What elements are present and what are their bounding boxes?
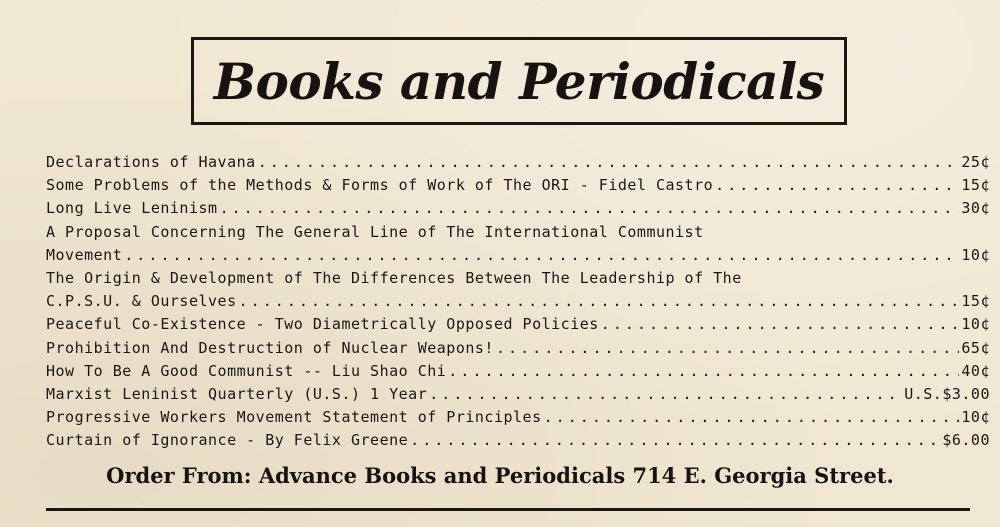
item-price: 25¢ xyxy=(961,153,990,171)
dot-leader xyxy=(448,360,959,383)
item-title: Progressive Workers Movement Statement of Principles xyxy=(46,408,542,427)
item-title: C.P.S.U. & Ourselves xyxy=(46,292,237,311)
list-item xyxy=(46,151,990,174)
list-item-line1 xyxy=(46,267,990,290)
dot-leader xyxy=(496,337,959,360)
dot-leader xyxy=(124,244,959,267)
item-price: 10¢ xyxy=(961,408,990,427)
bottom-rule xyxy=(46,508,970,511)
dot-leader xyxy=(429,383,902,406)
dot-leader xyxy=(220,197,960,220)
list-item xyxy=(46,383,990,406)
dot-leader xyxy=(258,151,960,174)
item-price: 40¢ xyxy=(961,361,990,380)
item-title: Peaceful Co-Existence - Two Diametrically Opposed Policies xyxy=(46,315,599,334)
item-title: Curtain of Ignorance - By Felix Greene xyxy=(46,431,409,450)
item-price: 30¢ xyxy=(961,199,990,218)
item-title: Some Problems of the Methods & Forms of Work of The ORI - Fidel Castro xyxy=(46,176,714,195)
dot-leader xyxy=(601,313,960,336)
item-title: Prohibition And Destruction of Nuclear Weapons! xyxy=(46,338,494,357)
title-box xyxy=(191,37,847,125)
item-price: 10¢ xyxy=(961,245,990,264)
item-title: Long Live Leninism xyxy=(46,199,218,218)
dot-leader xyxy=(544,406,960,429)
item-title: Marxist Leninist Quarterly (U.S.) 1 Year xyxy=(46,384,428,403)
book-list xyxy=(46,151,990,452)
item-price: U.S.$3.00 xyxy=(904,384,990,403)
item-price: 15¢ xyxy=(961,292,990,311)
list-item xyxy=(46,197,990,220)
item-title: Declarations of Havana xyxy=(46,153,256,171)
dot-leader xyxy=(239,290,960,313)
list-item xyxy=(46,174,990,197)
item-title: Movement xyxy=(46,245,123,264)
list-item-line1 xyxy=(46,221,990,244)
item-price: 10¢ xyxy=(961,315,990,334)
item-price: 15¢ xyxy=(961,176,990,195)
item-title-line1: The Origin & Development of The Differences Between The Leadership of The xyxy=(46,268,742,287)
list-item xyxy=(46,406,990,429)
item-title-line1: A Proposal Concerning The General Line of The International Communist xyxy=(46,222,704,241)
item-price: $6.00 xyxy=(942,431,990,450)
order-from-line: Order From: Advance Books and Periodicals 714 E. Georgia Street. xyxy=(106,463,894,488)
item-title: How To Be A Good Communist -- Liu Shao Chi xyxy=(46,361,447,380)
dot-leader xyxy=(410,429,940,452)
list-item xyxy=(46,337,990,360)
page-title: Books and Periodicals xyxy=(213,51,825,111)
item-price: 65¢ xyxy=(961,338,990,357)
list-item xyxy=(46,313,990,336)
list-item xyxy=(46,360,990,383)
list-item xyxy=(46,244,990,267)
list-item xyxy=(46,429,990,452)
list-item xyxy=(46,290,990,313)
dot-leader xyxy=(715,174,959,197)
